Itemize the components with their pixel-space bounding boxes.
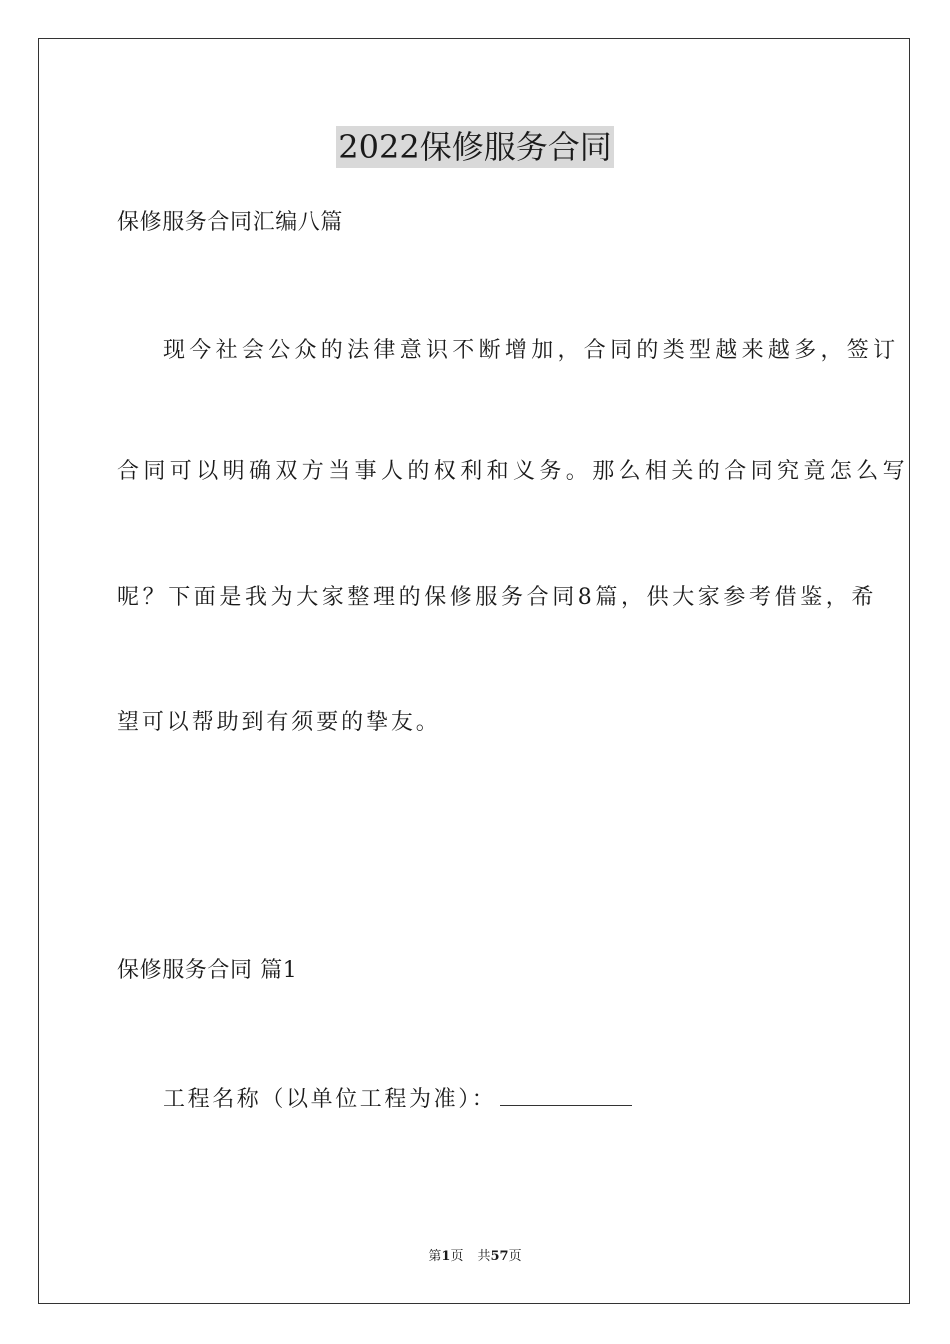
field-blank-line [500,1083,632,1106]
document-subtitle: 保修服务合同汇编八篇 [117,210,344,235]
field-label: 工程名称（以单位工程为准）： [163,1087,497,1112]
footer-total-prefix: 共 [477,1249,491,1264]
paragraph-line-4: 望可以帮助到有须要的挚友。 [117,710,441,735]
footer-page-prefix: 第 [428,1249,442,1264]
project-name-field [163,1083,632,1115]
page-footer [0,1248,950,1266]
footer-page-total: 57 [490,1249,509,1264]
section-heading: 保修服务合同 篇1 [117,958,298,983]
footer-total-suffix: 页 [508,1249,522,1264]
footer-page-current: 1 [441,1249,451,1264]
paragraph-line-1: 现今社会公众的法律意识不断增加，合同的类型越来越多，签订 [163,338,900,363]
paragraph-line-3: 呢？下面是我为大家整理的保修服务合同8篇，供大家参考借鉴，希 [117,585,877,610]
footer-page-suffix: 页 [450,1249,464,1264]
document-title: 2022保修服务合同 [338,128,612,166]
paragraph-line-2: 合同可以明确双方当事人的权利和义务。那么相关的合同究竟怎么写 [117,459,910,484]
title-container [0,126,950,168]
